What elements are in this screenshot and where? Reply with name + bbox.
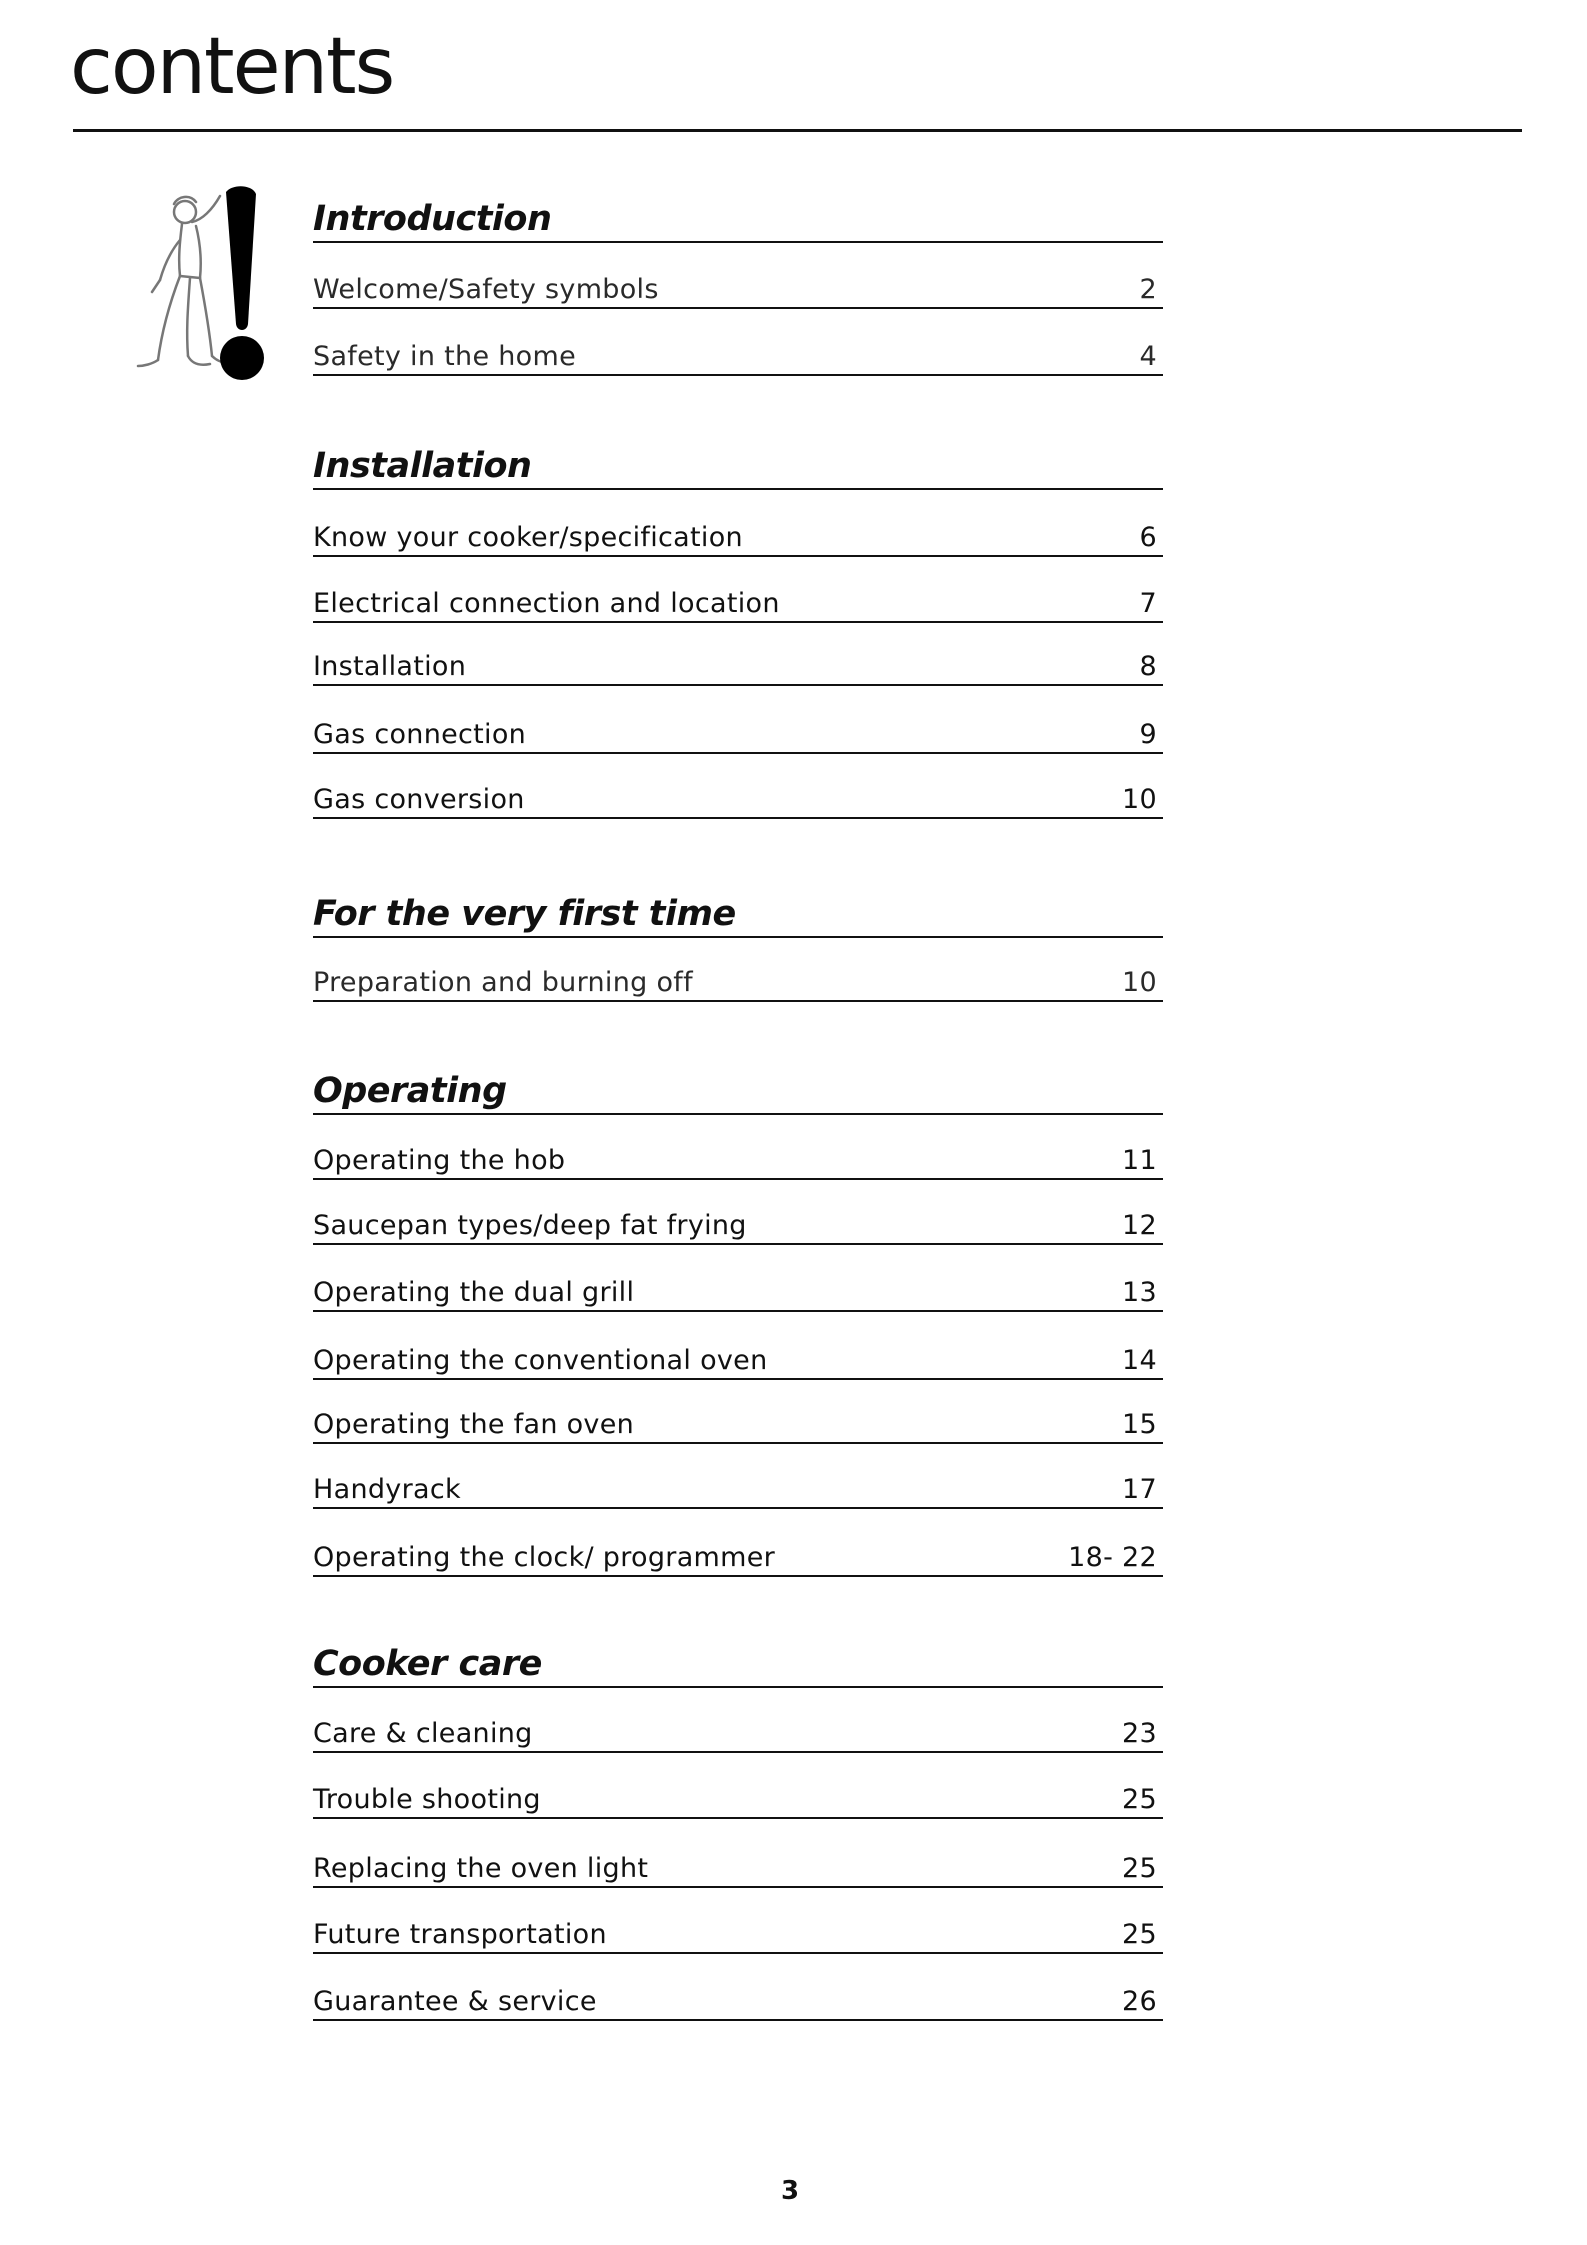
entry-page: 26 [1122, 1986, 1157, 2017]
safety-warning-icon [130, 180, 290, 390]
entry-page: 7 [1139, 588, 1157, 619]
section-heading-introduction [313, 193, 1163, 243]
title-divider [73, 129, 1522, 132]
section-title: Installation [313, 446, 532, 486]
entry-label: Saucepan types/deep fat frying [313, 1210, 747, 1241]
toc-entry[interactable] [313, 1272, 1163, 1312]
entry-page: 10 [1122, 784, 1157, 815]
toc-entry[interactable] [313, 1140, 1163, 1180]
toc-entry[interactable] [313, 1404, 1163, 1444]
section-title: Introduction [313, 199, 552, 239]
entry-label: Gas connection [313, 719, 527, 750]
entry-page: 15 [1122, 1409, 1157, 1440]
entry-page: 23 [1122, 1718, 1157, 1749]
entry-page: 8 [1139, 651, 1157, 682]
entry-page: 10 [1122, 967, 1157, 998]
toc-entry[interactable] [313, 517, 1163, 557]
entry-page: 25 [1122, 1919, 1157, 1950]
toc-entry[interactable] [313, 1914, 1163, 1954]
toc-entry[interactable] [313, 269, 1163, 309]
toc-entry[interactable] [313, 336, 1163, 376]
section-title: For the very first time [313, 894, 736, 934]
entry-page: 6 [1139, 522, 1157, 553]
toc-entry[interactable] [313, 1469, 1163, 1509]
entry-label: Operating the clock/ programmer [313, 1542, 776, 1573]
toc-entry[interactable] [313, 1848, 1163, 1888]
toc-entry[interactable] [313, 1340, 1163, 1380]
toc-entry[interactable] [313, 714, 1163, 754]
entry-label: Handyrack [313, 1474, 461, 1505]
entry-page: 2 [1139, 274, 1157, 305]
section-heading-first-time [313, 888, 1163, 938]
entry-label: Safety in the home [313, 341, 576, 372]
entry-label: Care & cleaning [313, 1718, 533, 1749]
page-number: 3 [780, 2176, 800, 2206]
toc-entry[interactable] [313, 1779, 1163, 1819]
entry-label: Gas conversion [313, 784, 525, 815]
entry-label: Guarantee & service [313, 1986, 597, 2017]
toc-entry[interactable] [313, 1713, 1163, 1753]
entry-label: Operating the hob [313, 1145, 566, 1176]
section-title: Cooker care [313, 1644, 542, 1684]
entry-page: 9 [1139, 719, 1157, 750]
toc-entry[interactable] [313, 1981, 1163, 2021]
toc-entry[interactable] [313, 646, 1163, 686]
entry-page: 18- 22 [1068, 1542, 1157, 1573]
entry-page: 25 [1122, 1853, 1157, 1884]
entry-label: Preparation and burning off [313, 967, 693, 998]
entry-label: Replacing the oven light [313, 1853, 649, 1884]
entry-label: Operating the conventional oven [313, 1345, 768, 1376]
entry-label: Future transportation [313, 1919, 607, 1950]
section-heading-installation [313, 440, 1163, 490]
toc-entry[interactable] [313, 962, 1163, 1002]
entry-label: Installation [313, 651, 467, 682]
entry-page: 13 [1122, 1277, 1157, 1308]
toc-entry[interactable] [313, 583, 1163, 623]
entry-label: Know your cooker/specification [313, 522, 743, 553]
page-title: contents [70, 22, 394, 112]
entry-page: 17 [1122, 1474, 1157, 1505]
entry-page: 4 [1139, 341, 1157, 372]
entry-page: 25 [1122, 1784, 1157, 1815]
entry-page: 11 [1122, 1145, 1157, 1176]
toc-entry[interactable] [313, 779, 1163, 819]
entry-page: 14 [1122, 1345, 1157, 1376]
entry-page: 12 [1122, 1210, 1157, 1241]
section-title: Operating [313, 1071, 507, 1111]
section-heading-cooker-care [313, 1638, 1163, 1688]
entry-label: Electrical connection and location [313, 588, 780, 619]
section-heading-operating [313, 1065, 1163, 1115]
entry-label: Welcome/Safety symbols [313, 274, 659, 305]
toc-entry[interactable] [313, 1537, 1163, 1577]
entry-label: Operating the fan oven [313, 1409, 635, 1440]
entry-label: Operating the dual grill [313, 1277, 635, 1308]
toc-entry[interactable] [313, 1205, 1163, 1245]
entry-label: Trouble shooting [313, 1784, 541, 1815]
